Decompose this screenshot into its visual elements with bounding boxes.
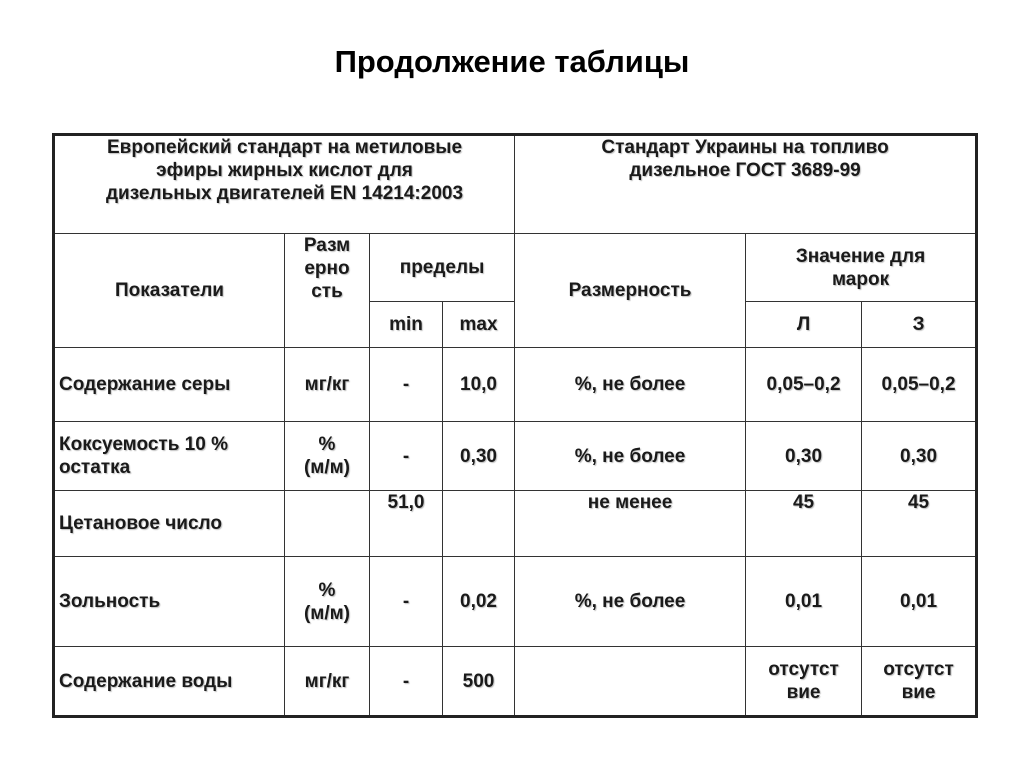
limits-header: пределы (370, 234, 515, 302)
max-cell: 10,0 (443, 348, 515, 422)
grade-l-line: вие (786, 682, 821, 703)
min-cell: - (370, 647, 443, 717)
table-row (54, 647, 977, 717)
grade-z-cell: 0,30 (862, 422, 977, 491)
unit-line: % (318, 579, 336, 601)
ua-dimension-cell: %, не более (515, 422, 746, 491)
grade-l-cell (746, 647, 862, 717)
max-cell: 500 (443, 647, 515, 717)
indicator-name: Содержание серы (54, 348, 285, 422)
unit-line: % (318, 434, 336, 455)
max-cell: 0,02 (443, 557, 515, 647)
grade-z-header: З (862, 302, 977, 348)
values-for-grades-header (746, 234, 977, 302)
eu-standard-header (54, 135, 515, 234)
min-cell: - (370, 348, 443, 422)
standards-comparison-table (52, 133, 978, 718)
dimension-header-eu (285, 234, 370, 348)
max-cell: 0,30 (443, 422, 515, 491)
grade-z-line: вие (901, 682, 936, 703)
indicator-name: Цетановое число (54, 491, 285, 557)
unit-cell (285, 557, 370, 647)
indicator-name (54, 422, 285, 491)
ua-standard-line: Стандарт Украины на топливо (601, 137, 889, 158)
unit-line: (м/м) (303, 457, 351, 478)
unit-cell (285, 491, 370, 557)
dimension-header-part: Разм (303, 235, 351, 256)
min-cell: - (370, 422, 443, 491)
page-title: Продолжение таблицы (334, 44, 690, 79)
unit-cell: мг/кг (285, 647, 370, 717)
indicator-name: Содержание воды (54, 647, 285, 717)
ua-standard-line: дизельное ГОСТ 3689-99 (629, 160, 861, 181)
dimension-header-part: сть (311, 281, 343, 302)
min-header: min (370, 302, 443, 348)
min-cell: 51,0 (370, 491, 443, 557)
table-row (54, 491, 977, 557)
grade-z-cell (862, 647, 977, 717)
indicator-name-line: Коксуемость 10 % (59, 434, 228, 455)
table-row (54, 348, 977, 422)
dimension-header-ua: Размерность (515, 234, 746, 348)
indicator-name: Зольность (54, 557, 285, 647)
max-header: max (443, 302, 515, 348)
grade-z-line: отсутст (883, 659, 954, 680)
ua-standard-header (515, 135, 977, 234)
grade-l-line: отсутст (768, 659, 839, 680)
values-for-grades-line: Значение для (795, 245, 926, 267)
grade-l-cell: 0,01 (746, 557, 862, 647)
ua-dimension-cell (515, 647, 746, 717)
indicator-name-line: остатка (59, 457, 131, 478)
grade-l-cell: 0,30 (746, 422, 862, 491)
unit-cell (285, 422, 370, 491)
indicators-header: Показатели (54, 234, 285, 348)
grade-z-cell: 45 (862, 491, 977, 557)
grade-l-cell: 45 (746, 491, 862, 557)
max-cell (443, 491, 515, 557)
ua-dimension-cell: %, не более (515, 557, 746, 647)
unit-cell: мг/кг (285, 348, 370, 422)
eu-standard-line: дизельных двигателей EN 14214:2003 (106, 183, 464, 204)
eu-standard-line: эфиры жирных кислот для (156, 160, 413, 181)
min-cell: - (370, 557, 443, 647)
eu-standard-line: Европейский стандарт на метиловые (106, 137, 463, 158)
grade-l-header: Л (746, 302, 862, 348)
table-row (54, 422, 977, 491)
grade-z-cell: 0,05–0,2 (862, 348, 977, 422)
table-row (54, 557, 977, 647)
ua-dimension-cell: %, не более (515, 348, 746, 422)
values-for-grades-line: марок (831, 268, 890, 290)
dimension-header-part: ерно (304, 258, 350, 279)
unit-line: (м/м) (303, 602, 351, 624)
grade-z-cell: 0,01 (862, 557, 977, 647)
ua-dimension-cell: не менее (515, 491, 746, 557)
grade-l-cell: 0,05–0,2 (746, 348, 862, 422)
